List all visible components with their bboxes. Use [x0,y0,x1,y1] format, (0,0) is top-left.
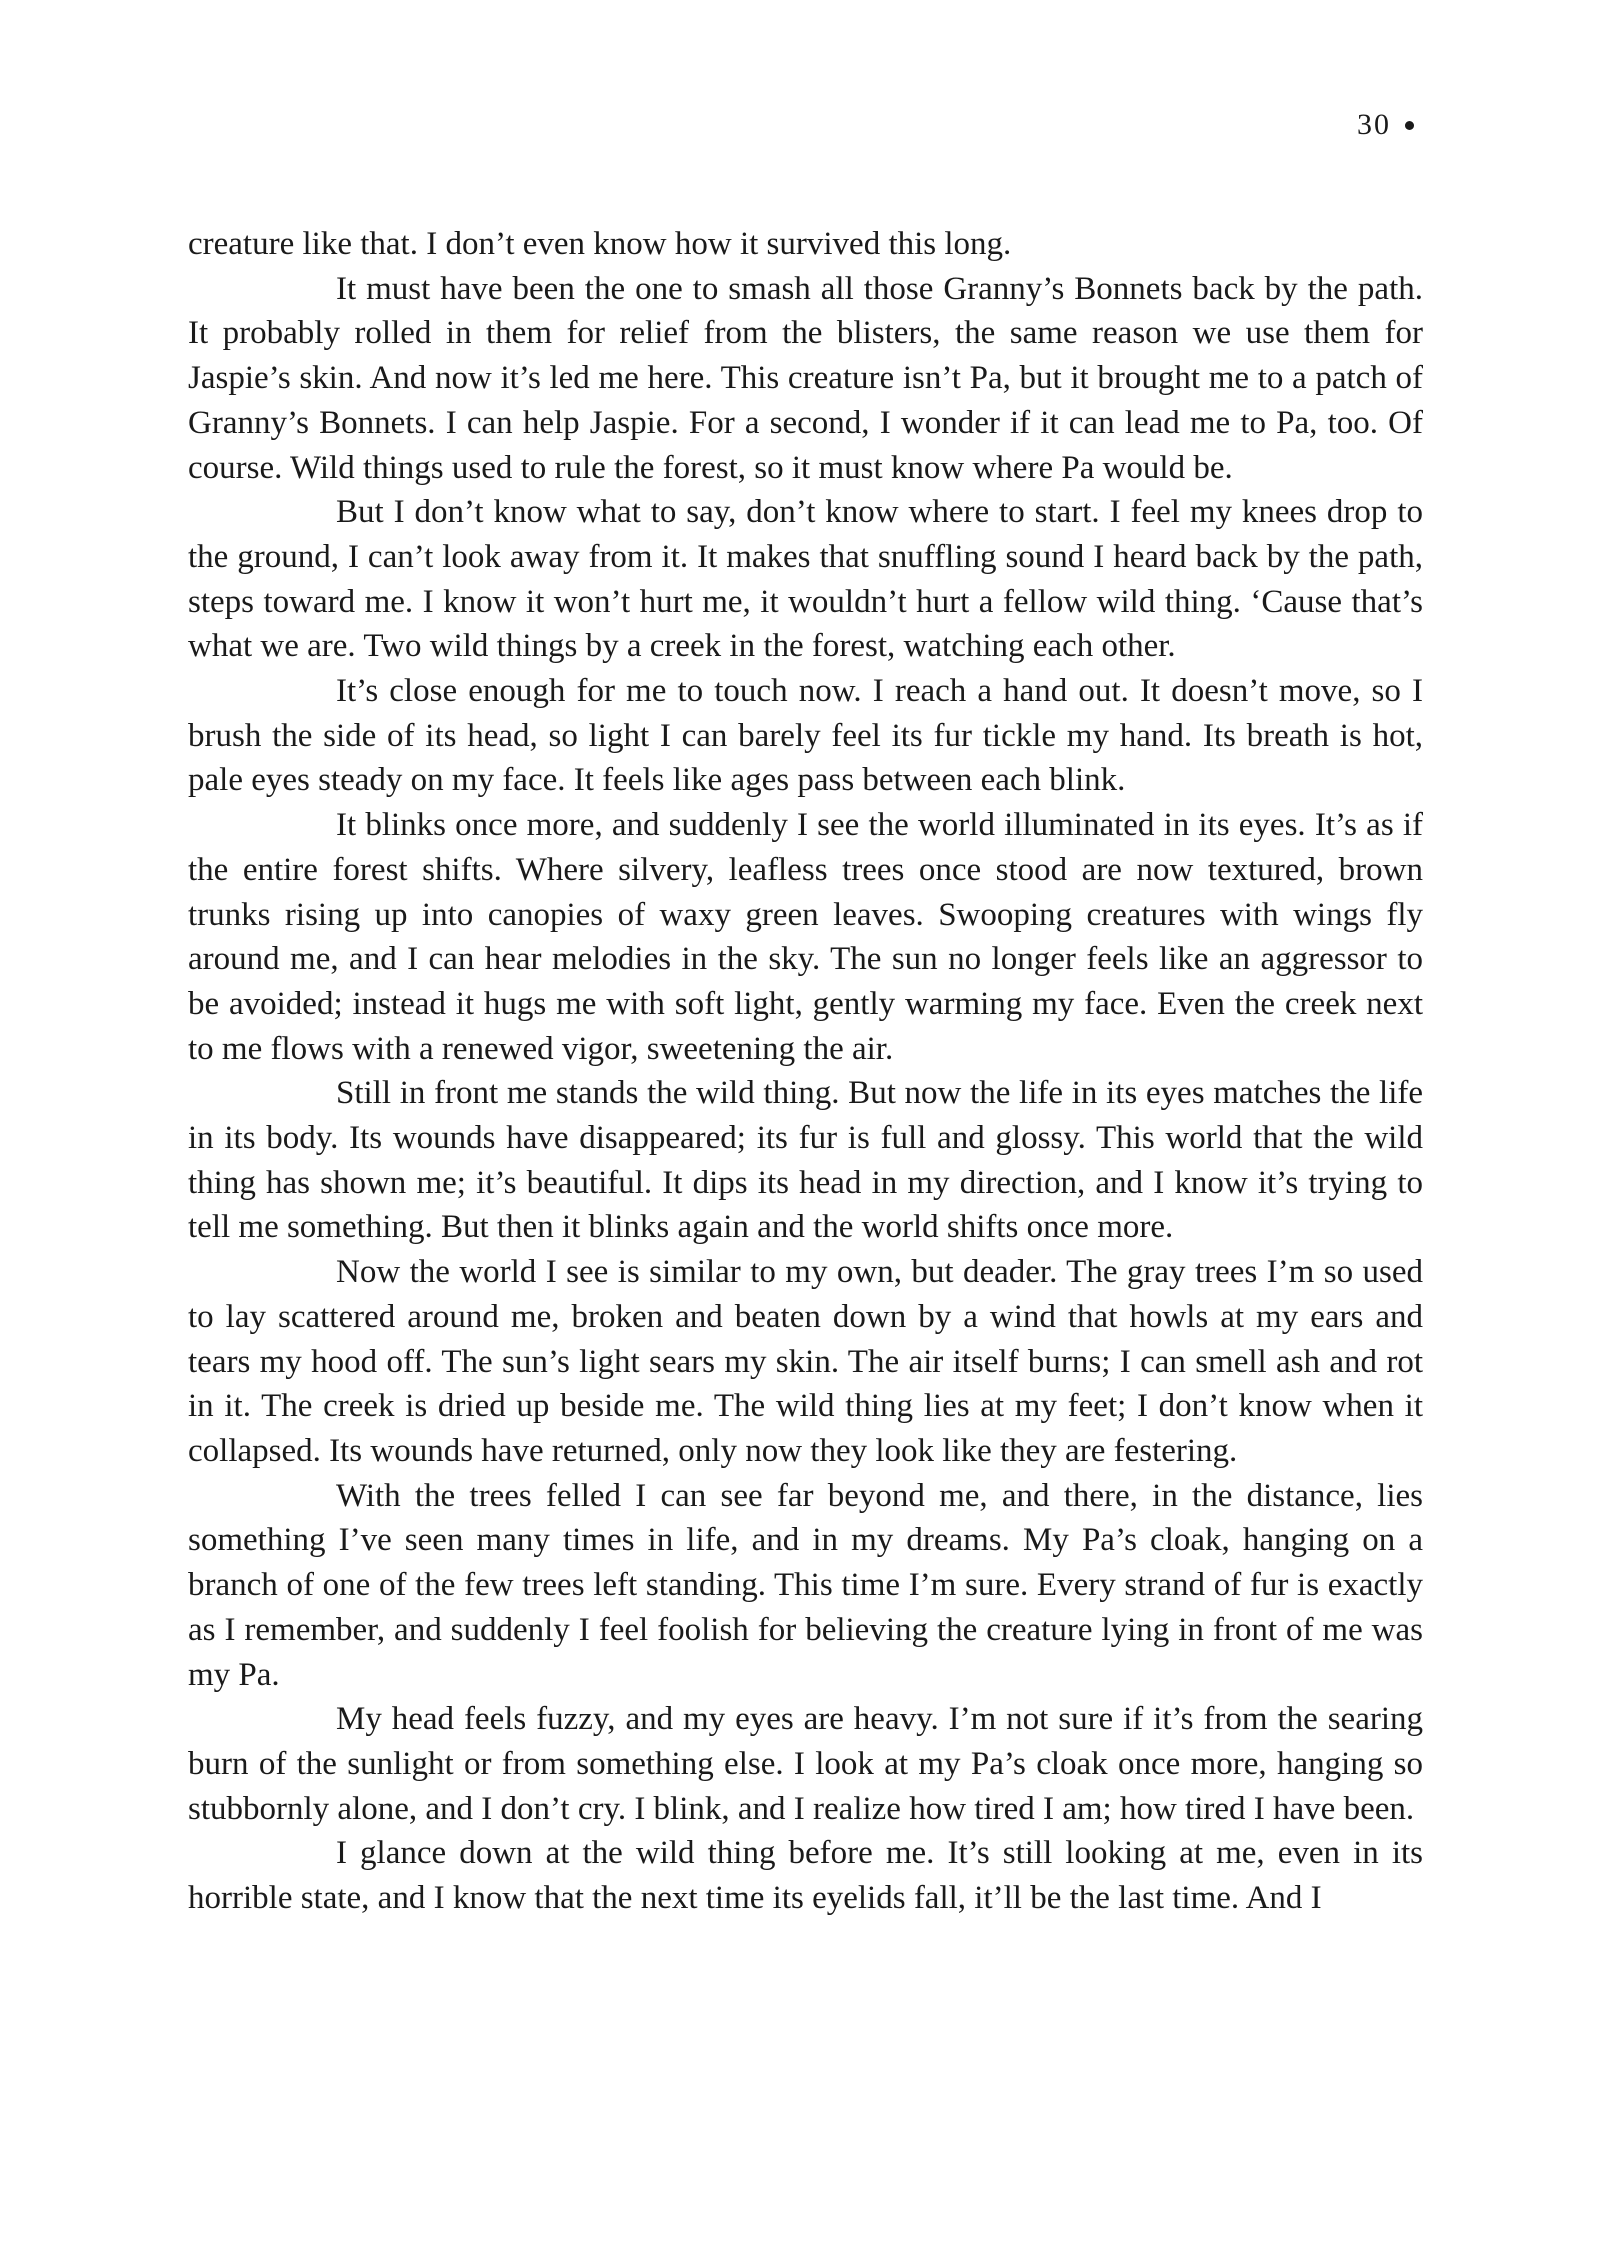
page-number: 30 [1357,108,1391,141]
paragraph: It must have been the one to smash all those Granny’s Bonnets back by the path. It probably rolled in them for relief from the blisters, the same reason we use them for Jaspie’s skin. And now it’s led me here. This creature isn’t Pa, but it brought me to a patch of Granny’s Bonnets. I can help Jaspie. For a second, I wonder if it can lead me to Pa, too. Of course. Wild things used to rule the forest, so it must know where Pa would be. [188,270,1423,486]
paragraph: My head feels fuzzy, and my eyes are heavy. I’m not sure if it’s from the searing burn of the sunlight or from something else. I look at my Pa’s cloak once more, hanging so stubbornly alone, and I don’t cry. I blink, and I realize how tired I am; how tired I have been. [188,1701,1423,1827]
paragraph: I glance down at the wild thing before me. It’s still looking at me, even in its horrible state, and I know that the next time its eyelids fall, it’ll be the last time. And I [188,1835,1423,1917]
body-text [188,222,1423,1921]
paragraph: Now the world I see is similar to my own, but deader. The gray trees I’m so used to lay scattered around me, broken and beaten down by a wind that howls at my ears and tears my hood off. The sun’s light sears my skin. The air itself burns; I can smell ash and rot in it. The creek is dried up beside me. The wild thing lies at my feet; I don’t know when it collapsed. Its wounds have returned, only now they look like they are festering. [188,1254,1423,1469]
paragraph: It’s close enough for me to touch now. I reach a hand out. It doesn’t move, so I brush the side of its head, so light I can barely feel its fur tickle my hand. Its breath is hot, pale eyes steady on my face. It feels like ages pass between each blink. [188,673,1423,799]
paragraph: But I don’t know what to say, don’t know where to start. I feel my knees drop to the ground, I can’t look away from it. It makes that snuffling sound I heard back by the path, steps toward me. I know it won’t hurt me, it wouldn’t hurt a fellow wild thing. ‘Cause that’s what we are. Two wild things by a creek in the forest, watching each other. [188,494,1423,665]
paragraph: With the trees felled I can see far beyond me, and there, in the distance, lies something I’ve seen many times in life, and in my dreams. My Pa’s cloak, hanging on a branch of one of the few trees left standing. This time I’m sure. Every strand of fur is exactly as I remember, and suddenly I feel foolish for believing the creature lying in front of me was my Pa. [188,1477,1423,1693]
page-header [1357,108,1414,142]
paragraph: Still in front me stands the wild thing. But now the life in its eyes matches the life in its body. Its wounds have disappeared; its fur is full and glossy. This world that the wild thing has shown me; it’s beautiful. It dips its head in my direction, and I know it’s trying to tell me something. But then it blinks again and the world shifts once more. [188,1075,1423,1246]
bullet-icon [1405,121,1414,130]
paragraph: It blinks once more, and suddenly I see the world illuminated in its eyes. It’s as if the entire forest shifts. Where silvery, leafless trees once stood are now textured, brown trunks rising up into canopies of waxy green leaves. Swooping creatures with wings fly around me, and I can hear melodies in the sky. The sun no longer feels like an aggressor to be avoided; instead it hugs me with soft light, gently warming my face. Even the creek next to me flows with a renewed vigor, sweetening the air. [188,807,1423,1067]
paragraph: creature like that. I don’t even know how it survived this long. [188,226,1012,262]
